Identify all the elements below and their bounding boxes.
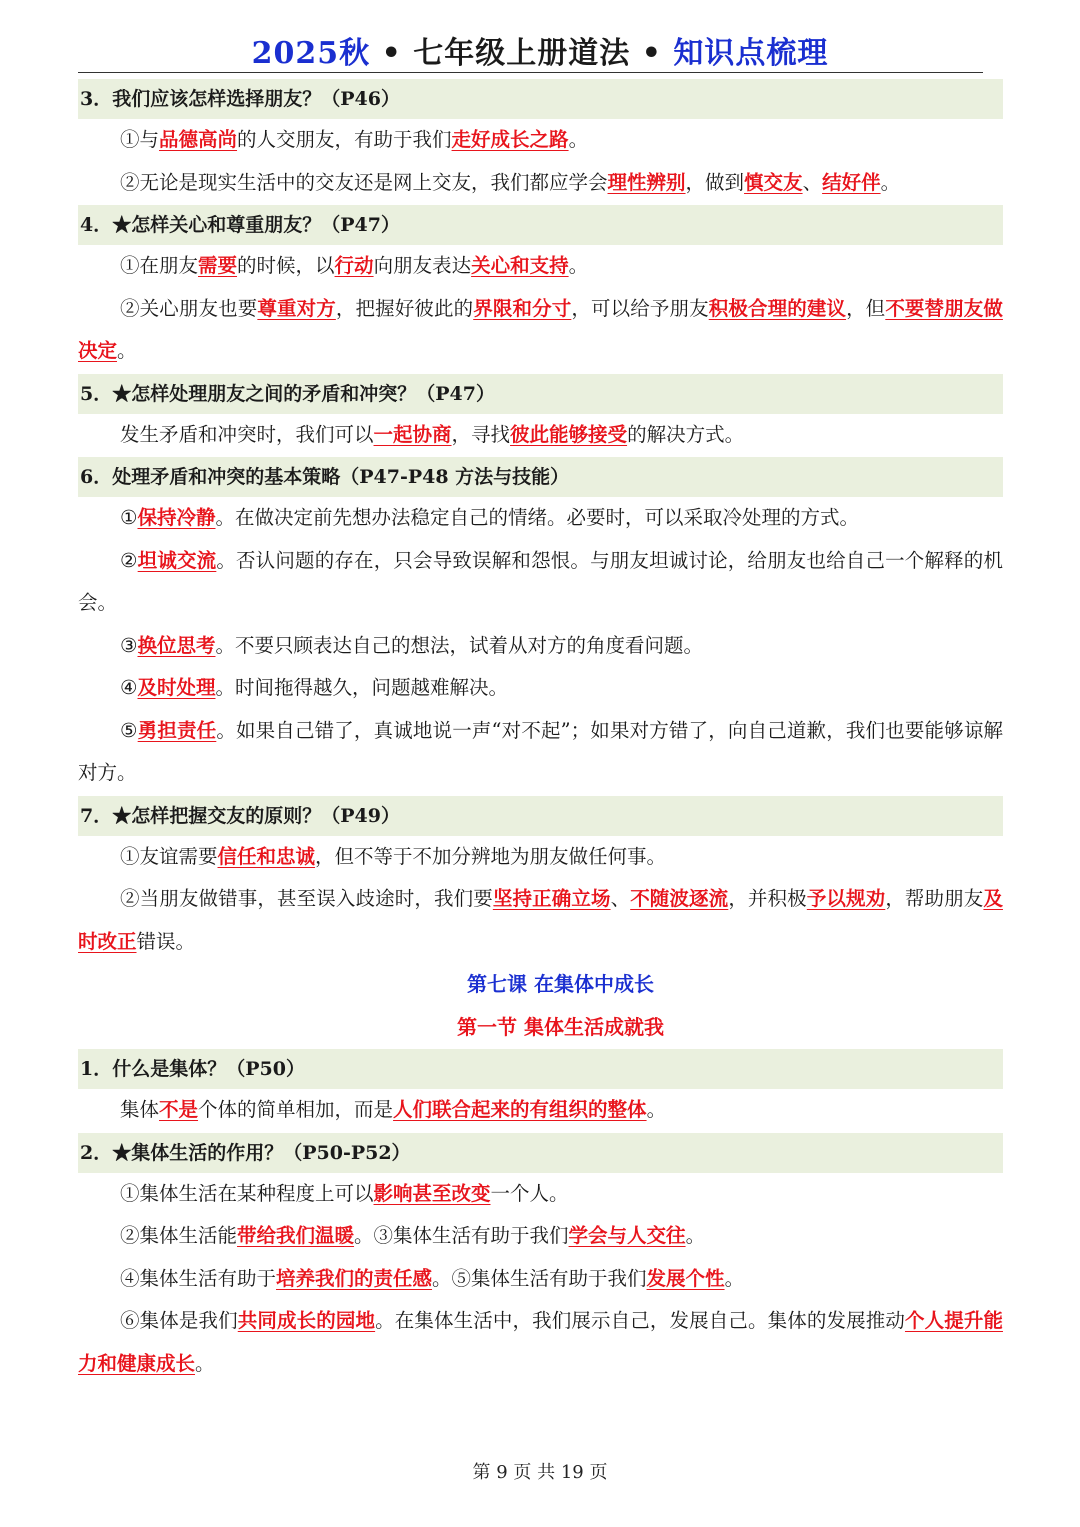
answer-paragraph bbox=[78, 710, 1003, 795]
paragraph-text: ①在朋友 bbox=[120, 254, 199, 277]
answer-paragraph bbox=[78, 1215, 1003, 1258]
header-dot-2: • bbox=[630, 36, 674, 71]
paragraph-text: ⑤ bbox=[120, 718, 138, 742]
paragraph-text: 。不要只顾表达自己的想法，试着从对方的角度看问题。 bbox=[215, 633, 704, 657]
paragraph-text: ①与 bbox=[120, 128, 160, 151]
paragraph-text: ，但不等于不加分辨地为朋友做任何事。 bbox=[315, 844, 667, 868]
paragraph-text: ②关心朋友也要 bbox=[120, 296, 258, 320]
paragraph-text: ④集体生活有助于 bbox=[120, 1266, 277, 1290]
header-subtitle: 知识点梳理 bbox=[673, 36, 829, 71]
key-term: 品德高尚 bbox=[159, 128, 238, 151]
paragraph-text: 发生矛盾和冲突时，我们可以 bbox=[120, 422, 374, 446]
paragraph-text: 。 bbox=[646, 1098, 667, 1121]
key-term: 个人提升能力和健康成长 bbox=[78, 1309, 1003, 1375]
key-term: 共同成长的园地 bbox=[237, 1309, 376, 1332]
paragraph-text: 向朋友表达 bbox=[373, 254, 472, 277]
paragraph-text: 。⑤集体生活有助于我们 bbox=[432, 1266, 647, 1290]
page-header bbox=[0, 28, 1080, 72]
key-term: 发展个性 bbox=[646, 1266, 725, 1290]
paragraph-text: ，寻找 bbox=[451, 422, 511, 446]
answer-paragraph bbox=[78, 836, 1003, 879]
key-term: 换位思考 bbox=[137, 633, 216, 657]
key-term: 及时处理 bbox=[137, 676, 216, 699]
paragraph-text: ② bbox=[120, 548, 138, 572]
key-term: 关心和支持 bbox=[471, 254, 569, 277]
key-term: 学会与人交往 bbox=[568, 1224, 686, 1247]
key-term: 及时改正 bbox=[78, 887, 1003, 953]
key-term: 走好成长之路 bbox=[451, 128, 569, 151]
key-term: 勇担责任 bbox=[137, 718, 217, 742]
paragraph-text: ，并积极 bbox=[728, 887, 807, 910]
key-term: 予以规劝 bbox=[806, 887, 886, 910]
answer-paragraph bbox=[78, 414, 1003, 457]
key-term: 带给我们温暖 bbox=[237, 1224, 355, 1247]
key-term: 不要替朋友做决定 bbox=[78, 296, 1003, 362]
key-term: 结好伴 bbox=[822, 170, 881, 194]
key-term: 彼此能够接受 bbox=[510, 422, 628, 446]
answer-paragraph bbox=[78, 162, 1003, 205]
paragraph-text: ②无论是现实生活中的交友还是网上交友，我们都应学会 bbox=[120, 170, 608, 194]
paragraph-text: 。如果自己错了，真诚地说一声“对不起”；如果对方错了，向自己道歉，我们也要能够谅解对方。 bbox=[78, 718, 1003, 784]
paragraph-text: ①集体生活在某种程度上可以 bbox=[120, 1181, 374, 1205]
paragraph-text: 。 bbox=[195, 1351, 215, 1375]
page-footer: 第 9 页 共 19 页 bbox=[472, 1462, 608, 1483]
answer-paragraph bbox=[78, 497, 1003, 540]
key-term: 行动 bbox=[334, 254, 374, 277]
paragraph-text: ④ bbox=[120, 676, 138, 699]
question-heading: 5．★怎样处理朋友之间的矛盾和冲突？（P47） bbox=[78, 374, 1003, 414]
key-term: 需要 bbox=[198, 254, 238, 277]
answer-paragraph bbox=[78, 119, 1003, 162]
paragraph-text: 个体的简单相加，而是 bbox=[198, 1098, 394, 1121]
key-term: 不随波逐流 bbox=[630, 887, 729, 910]
answer-paragraph bbox=[78, 878, 1003, 963]
paragraph-text: 错误。 bbox=[136, 929, 196, 953]
paragraph-text: 集体 bbox=[120, 1098, 160, 1121]
question-heading: 3．我们应该怎样选择朋友？（P46） bbox=[78, 79, 1003, 119]
paragraph-text: 。 bbox=[880, 170, 901, 194]
key-term: 一起协商 bbox=[373, 422, 452, 446]
question-heading: 4．★怎样关心和尊重朋友？（P47） bbox=[78, 205, 1003, 245]
page-content bbox=[78, 78, 1003, 1385]
paragraph-text: ⑥集体是我们 bbox=[120, 1309, 238, 1332]
header-year: 2025秋 bbox=[251, 36, 371, 71]
key-term: 界限和分寸 bbox=[473, 296, 572, 320]
paragraph-text: ，可以给予朋友 bbox=[571, 296, 709, 320]
paragraph-text: 。③集体生活有助于我们 bbox=[354, 1224, 569, 1247]
paragraph-text: 。 bbox=[685, 1224, 706, 1247]
key-term: 理性辨别 bbox=[607, 170, 686, 194]
paragraph-text: 的时候，以 bbox=[237, 254, 335, 277]
paragraph-text: ②当朋友做错事，甚至误入歧途时，我们要 bbox=[120, 887, 493, 910]
paragraph-text: 。时间拖得越久，问题越难解决。 bbox=[215, 676, 509, 699]
lesson-title: 第七课 在集体中成长 bbox=[467, 972, 654, 996]
paragraph-text: 。 bbox=[724, 1266, 745, 1290]
paragraph-text: 。否认问题的存在，只会导致误解和怨恨。与朋友坦诚讨论，给朋友也给自己一个解释的机会。 bbox=[78, 548, 1003, 614]
answer-paragraph bbox=[78, 1089, 1003, 1132]
key-term: 信任和忠诚 bbox=[217, 844, 316, 868]
key-term: 不是 bbox=[159, 1098, 199, 1121]
key-term: 慎交友 bbox=[744, 170, 803, 194]
paragraph-text: ，把握好彼此的 bbox=[335, 296, 474, 320]
question-heading: 7．★怎样把握交友的原则？（P49） bbox=[78, 796, 1003, 836]
header-dot-1: • bbox=[370, 36, 414, 71]
header-divider bbox=[78, 72, 983, 73]
answer-paragraph bbox=[78, 1173, 1003, 1216]
paragraph-text: ，帮助朋友 bbox=[885, 887, 984, 910]
paragraph-text: ②集体生活能 bbox=[120, 1224, 238, 1247]
answer-paragraph bbox=[78, 288, 1003, 373]
answer-paragraph bbox=[78, 1300, 1003, 1385]
section-title: 第一节 集体生活成就我 bbox=[457, 1014, 664, 1039]
key-term: 保持冷静 bbox=[137, 506, 216, 529]
paragraph-text: 、 bbox=[802, 170, 823, 194]
paragraph-text: 的人交朋友，有助于我们 bbox=[237, 128, 452, 151]
paragraph-text: ①友谊需要 bbox=[120, 844, 218, 868]
paragraph-text: 。 bbox=[568, 128, 589, 151]
key-term: 影响甚至改变 bbox=[373, 1181, 491, 1205]
answer-paragraph bbox=[78, 625, 1003, 668]
answer-paragraph bbox=[78, 245, 1003, 288]
paragraph-text: ，但 bbox=[846, 296, 886, 320]
answer-paragraph bbox=[78, 540, 1003, 625]
paragraph-text: 的解决方式。 bbox=[627, 422, 745, 446]
paragraph-text: 。在做决定前先想办法稳定自己的情绪。必要时，可以采取冷处理的方式。 bbox=[215, 506, 860, 529]
paragraph-text: 一个人。 bbox=[490, 1181, 569, 1205]
paragraph-text: 。在集体生活中，我们展示自己，发展自己。集体的发展推动 bbox=[375, 1309, 905, 1332]
question-heading: 6．处理矛盾和冲突的基本策略（P47-P48 方法与技能） bbox=[78, 457, 1003, 497]
key-term: 坦诚交流 bbox=[137, 548, 217, 572]
key-term: 尊重对方 bbox=[257, 296, 336, 320]
paragraph-text: 。 bbox=[568, 254, 589, 277]
paragraph-text: ③ bbox=[120, 633, 138, 657]
paragraph-text: ，做到 bbox=[685, 170, 745, 194]
key-term: 人们联合起来的有组织的整体 bbox=[393, 1098, 647, 1121]
answer-paragraph bbox=[78, 1258, 1003, 1301]
key-term: 坚持正确立场 bbox=[492, 887, 611, 910]
question-heading: 1．什么是集体？（P50） bbox=[78, 1049, 1003, 1089]
paragraph-text: 。 bbox=[117, 339, 137, 362]
key-term: 积极合理的建议 bbox=[708, 296, 847, 320]
paragraph-text: ① bbox=[120, 506, 138, 529]
question-heading: 2．★集体生活的作用？（P50-P52） bbox=[78, 1133, 1003, 1173]
answer-paragraph bbox=[78, 667, 1003, 710]
header-grade: 七年级上册道法 bbox=[413, 36, 631, 71]
paragraph-text: 、 bbox=[610, 887, 631, 910]
key-term: 培养我们的责任感 bbox=[276, 1266, 433, 1290]
